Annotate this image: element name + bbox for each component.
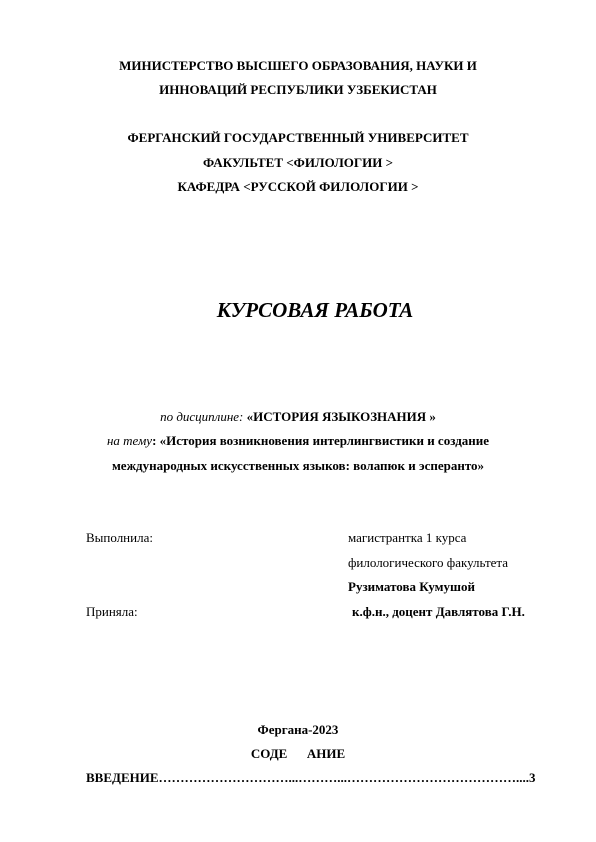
discipline-value: «ИСТОРИЯ ЯЗЫКОЗНАНИЯ »	[246, 409, 436, 424]
department-name: КАФЕДРА <РУССКОЙ ФИЛОЛОГИИ >	[177, 179, 419, 194]
author-name: Рузиматова Кумушой	[348, 579, 475, 594]
author-course: магистрантка 1 курса	[348, 530, 467, 545]
faculty-name: ФАКУЛЬТЕТ <ФИЛОЛОГИИ >	[202, 155, 394, 170]
work-type-title: КУРСОВАЯ РАБОТА	[216, 298, 414, 322]
reviewer-name: к.ф.н., доцент Давлятова Г.Н.	[352, 604, 525, 619]
discipline-line	[0, 409, 596, 425]
reviewer-label: Приняла:	[86, 604, 138, 619]
ministry-line-1: МИНИСТЕРСТВО ВЫСШЕГО ОБРАЗОВАНИЯ, НАУКИ И	[119, 58, 477, 73]
contents-heading: СОДЕ АНИЕ	[250, 746, 346, 761]
topic-prefix: на тему	[106, 433, 153, 448]
discipline-prefix: по дисциплине:	[160, 409, 247, 424]
author-faculty: филологического факультета	[348, 555, 509, 570]
city-year: Фергана-2023	[257, 722, 339, 737]
topic-line-1	[0, 433, 596, 449]
toc-entry-introduction[interactable]: ВВЕДЕНИЕ…………………………...………...…………………………………....3	[86, 770, 536, 785]
author-label: Выполнила:	[86, 530, 153, 545]
topic-text-1: : «История возникновения интерлингвистики и создание	[152, 433, 490, 448]
topic-line-2: международных искусственных языков: волапюк и эсперанто»	[111, 458, 485, 473]
ministry-line-2: ИННОВАЦИЙ РЕСПУБЛИКИ УЗБЕКИСТАН	[159, 82, 437, 97]
university-name: ФЕРГАНСКИЙ ГОСУДАРСТВЕННЫЙ УНИВЕРСИТЕТ	[127, 130, 469, 145]
